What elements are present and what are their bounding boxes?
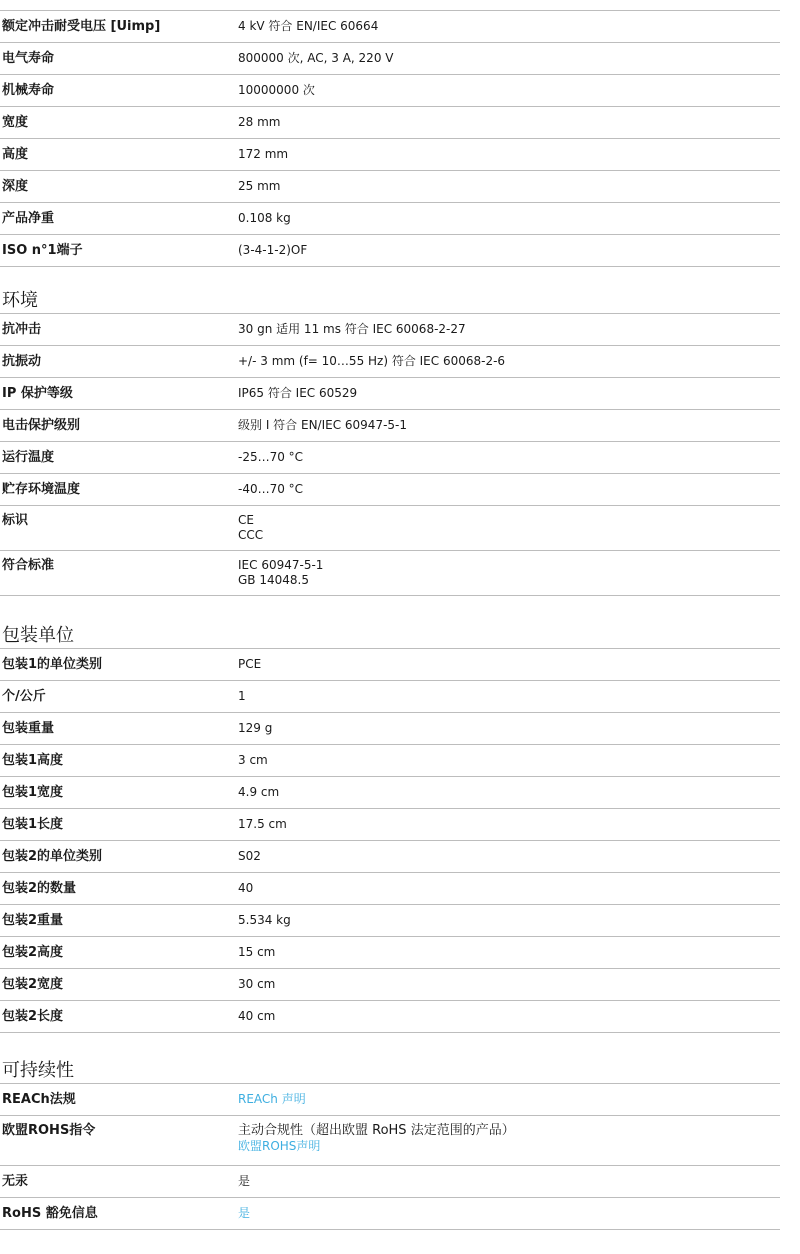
row-value: 172 mm — [238, 147, 289, 161]
table-row — [0, 1198, 780, 1230]
row-value: 1 — [238, 689, 246, 703]
row-value: 4 kV 符合 EN/IEC 60664 — [238, 19, 379, 33]
row-label: RoHS 豁免信息 — [2, 1206, 98, 1221]
row-label: 包装重量 — [2, 721, 55, 736]
row-value: 28 mm — [238, 115, 281, 129]
row-label: 符合标准 — [2, 558, 55, 573]
table-row — [0, 937, 780, 969]
section-title: 可持续性 — [0, 1059, 780, 1084]
table-row — [0, 75, 780, 107]
row-value — [238, 1123, 780, 1154]
row-value: PCE — [238, 657, 262, 671]
row-value: 17.5 cm — [238, 817, 287, 831]
reach-declaration-link[interactable]: REACh 声明 — [238, 1092, 306, 1106]
table-row — [0, 745, 780, 777]
row-value: -40…70 °C — [238, 482, 304, 496]
table-row — [0, 649, 780, 681]
row-value: 40 — [238, 881, 254, 895]
table-row — [0, 1001, 780, 1033]
row-value — [238, 513, 780, 543]
row-label: ISO n°1端子 — [2, 243, 83, 258]
row-value: S02 — [238, 849, 261, 863]
rohs-declaration-link[interactable]: 欧盟ROHS声明 — [238, 1139, 321, 1153]
table-row — [0, 410, 780, 442]
row-value: 0.108 kg — [238, 211, 291, 225]
row-label: 运行温度 — [2, 450, 55, 465]
table-row — [0, 442, 780, 474]
table-row — [0, 346, 780, 378]
spec-group-sustainability — [0, 1059, 800, 1230]
section-title: 包装单位 — [0, 624, 780, 649]
row-label: 个/公斤 — [2, 689, 46, 704]
row-label: 包装2长度 — [2, 1009, 64, 1024]
table-row — [0, 139, 780, 171]
row-label: 机械寿命 — [2, 83, 55, 98]
row-label: 包装2高度 — [2, 945, 64, 960]
table-row — [0, 107, 780, 139]
table-row — [0, 11, 780, 43]
row-label: REACh法规 — [2, 1092, 76, 1107]
row-value-line: GB 14048.5 — [238, 573, 309, 587]
table-row — [0, 474, 780, 506]
spec-group-packaging — [0, 624, 800, 1033]
table-row — [0, 1116, 780, 1166]
row-value: 40 cm — [238, 1009, 276, 1023]
row-value: 25 mm — [238, 179, 281, 193]
row-value: 800000 次, AC, 3 A, 220 V — [238, 51, 394, 65]
row-label: 包装2重量 — [2, 913, 64, 928]
row-label: 贮存环境温度 — [2, 482, 81, 497]
row-label: 包装1高度 — [2, 753, 64, 768]
table-row — [0, 777, 780, 809]
row-label: 抗冲击 — [2, 322, 42, 337]
row-label: 电击保护级别 — [2, 418, 81, 433]
table-row — [0, 905, 780, 937]
table-row — [0, 1084, 780, 1116]
row-value: 30 gn 适用 11 ms 符合 IEC 60068-2-27 — [238, 322, 466, 336]
table-row — [0, 43, 780, 75]
row-value: 15 cm — [238, 945, 276, 959]
row-value: 3 cm — [238, 753, 268, 767]
row-value: 30 cm — [238, 977, 276, 991]
row-value: +/- 3 mm (f= 10…55 Hz) 符合 IEC 60068-2-6 — [238, 354, 506, 368]
row-label: 无汞 — [2, 1174, 29, 1189]
spec-group-environment — [0, 289, 800, 596]
row-value: 129 g — [238, 721, 273, 735]
row-value-line: CE — [238, 513, 254, 527]
row-value: 是 — [238, 1174, 251, 1188]
row-label: 包装1宽度 — [2, 785, 64, 800]
rohs-exemption-link[interactable]: 是 — [238, 1206, 251, 1220]
table-row — [0, 203, 780, 235]
table-row — [0, 506, 780, 551]
table-row — [0, 314, 780, 346]
row-value: 5.534 kg — [238, 913, 291, 927]
table-row — [0, 809, 780, 841]
row-value-line: CCC — [238, 528, 264, 542]
spec-group-general — [0, 10, 800, 267]
table-row — [0, 969, 780, 1001]
row-value-line: 主动合规性（超出欧盟 RoHS 法定范围的产品） — [238, 1123, 515, 1138]
row-label: 包装1长度 — [2, 817, 64, 832]
table-row — [0, 551, 780, 596]
row-label: 包装1的单位类别 — [2, 657, 103, 672]
row-label: 产品净重 — [2, 211, 55, 226]
table-row — [0, 1166, 780, 1198]
row-value — [238, 558, 780, 588]
row-label: 欧盟ROHS指令 — [2, 1123, 96, 1138]
table-row — [0, 681, 780, 713]
row-label: 深度 — [2, 179, 29, 194]
row-label: IP 保护等级 — [2, 386, 73, 401]
row-value: (3-4-1-2)OF — [238, 243, 308, 257]
row-label: 额定冲击耐受电压 [Uimp] — [2, 19, 161, 34]
row-value: 4.9 cm — [238, 785, 280, 799]
table-row — [0, 378, 780, 410]
row-label: 包装2的数量 — [2, 881, 77, 896]
row-label: 高度 — [2, 147, 29, 162]
table-row — [0, 841, 780, 873]
section-title: 环境 — [0, 289, 780, 314]
row-label: 标识 — [2, 513, 29, 528]
table-row — [0, 713, 780, 745]
table-row — [0, 873, 780, 905]
row-label: 包装2宽度 — [2, 977, 64, 992]
row-label: 宽度 — [2, 115, 29, 130]
table-row — [0, 171, 780, 203]
row-value: 级别 I 符合 EN/IEC 60947-5-1 — [238, 418, 408, 432]
row-value-line: IEC 60947-5-1 — [238, 558, 324, 572]
row-label: 包装2的单位类别 — [2, 849, 103, 864]
row-label: 电气寿命 — [2, 51, 55, 66]
row-value: IP65 符合 IEC 60529 — [238, 386, 358, 400]
row-value: 10000000 次 — [238, 83, 315, 97]
table-row — [0, 235, 780, 267]
row-label: 抗振动 — [2, 354, 42, 369]
row-value: -25…70 °C — [238, 450, 304, 464]
